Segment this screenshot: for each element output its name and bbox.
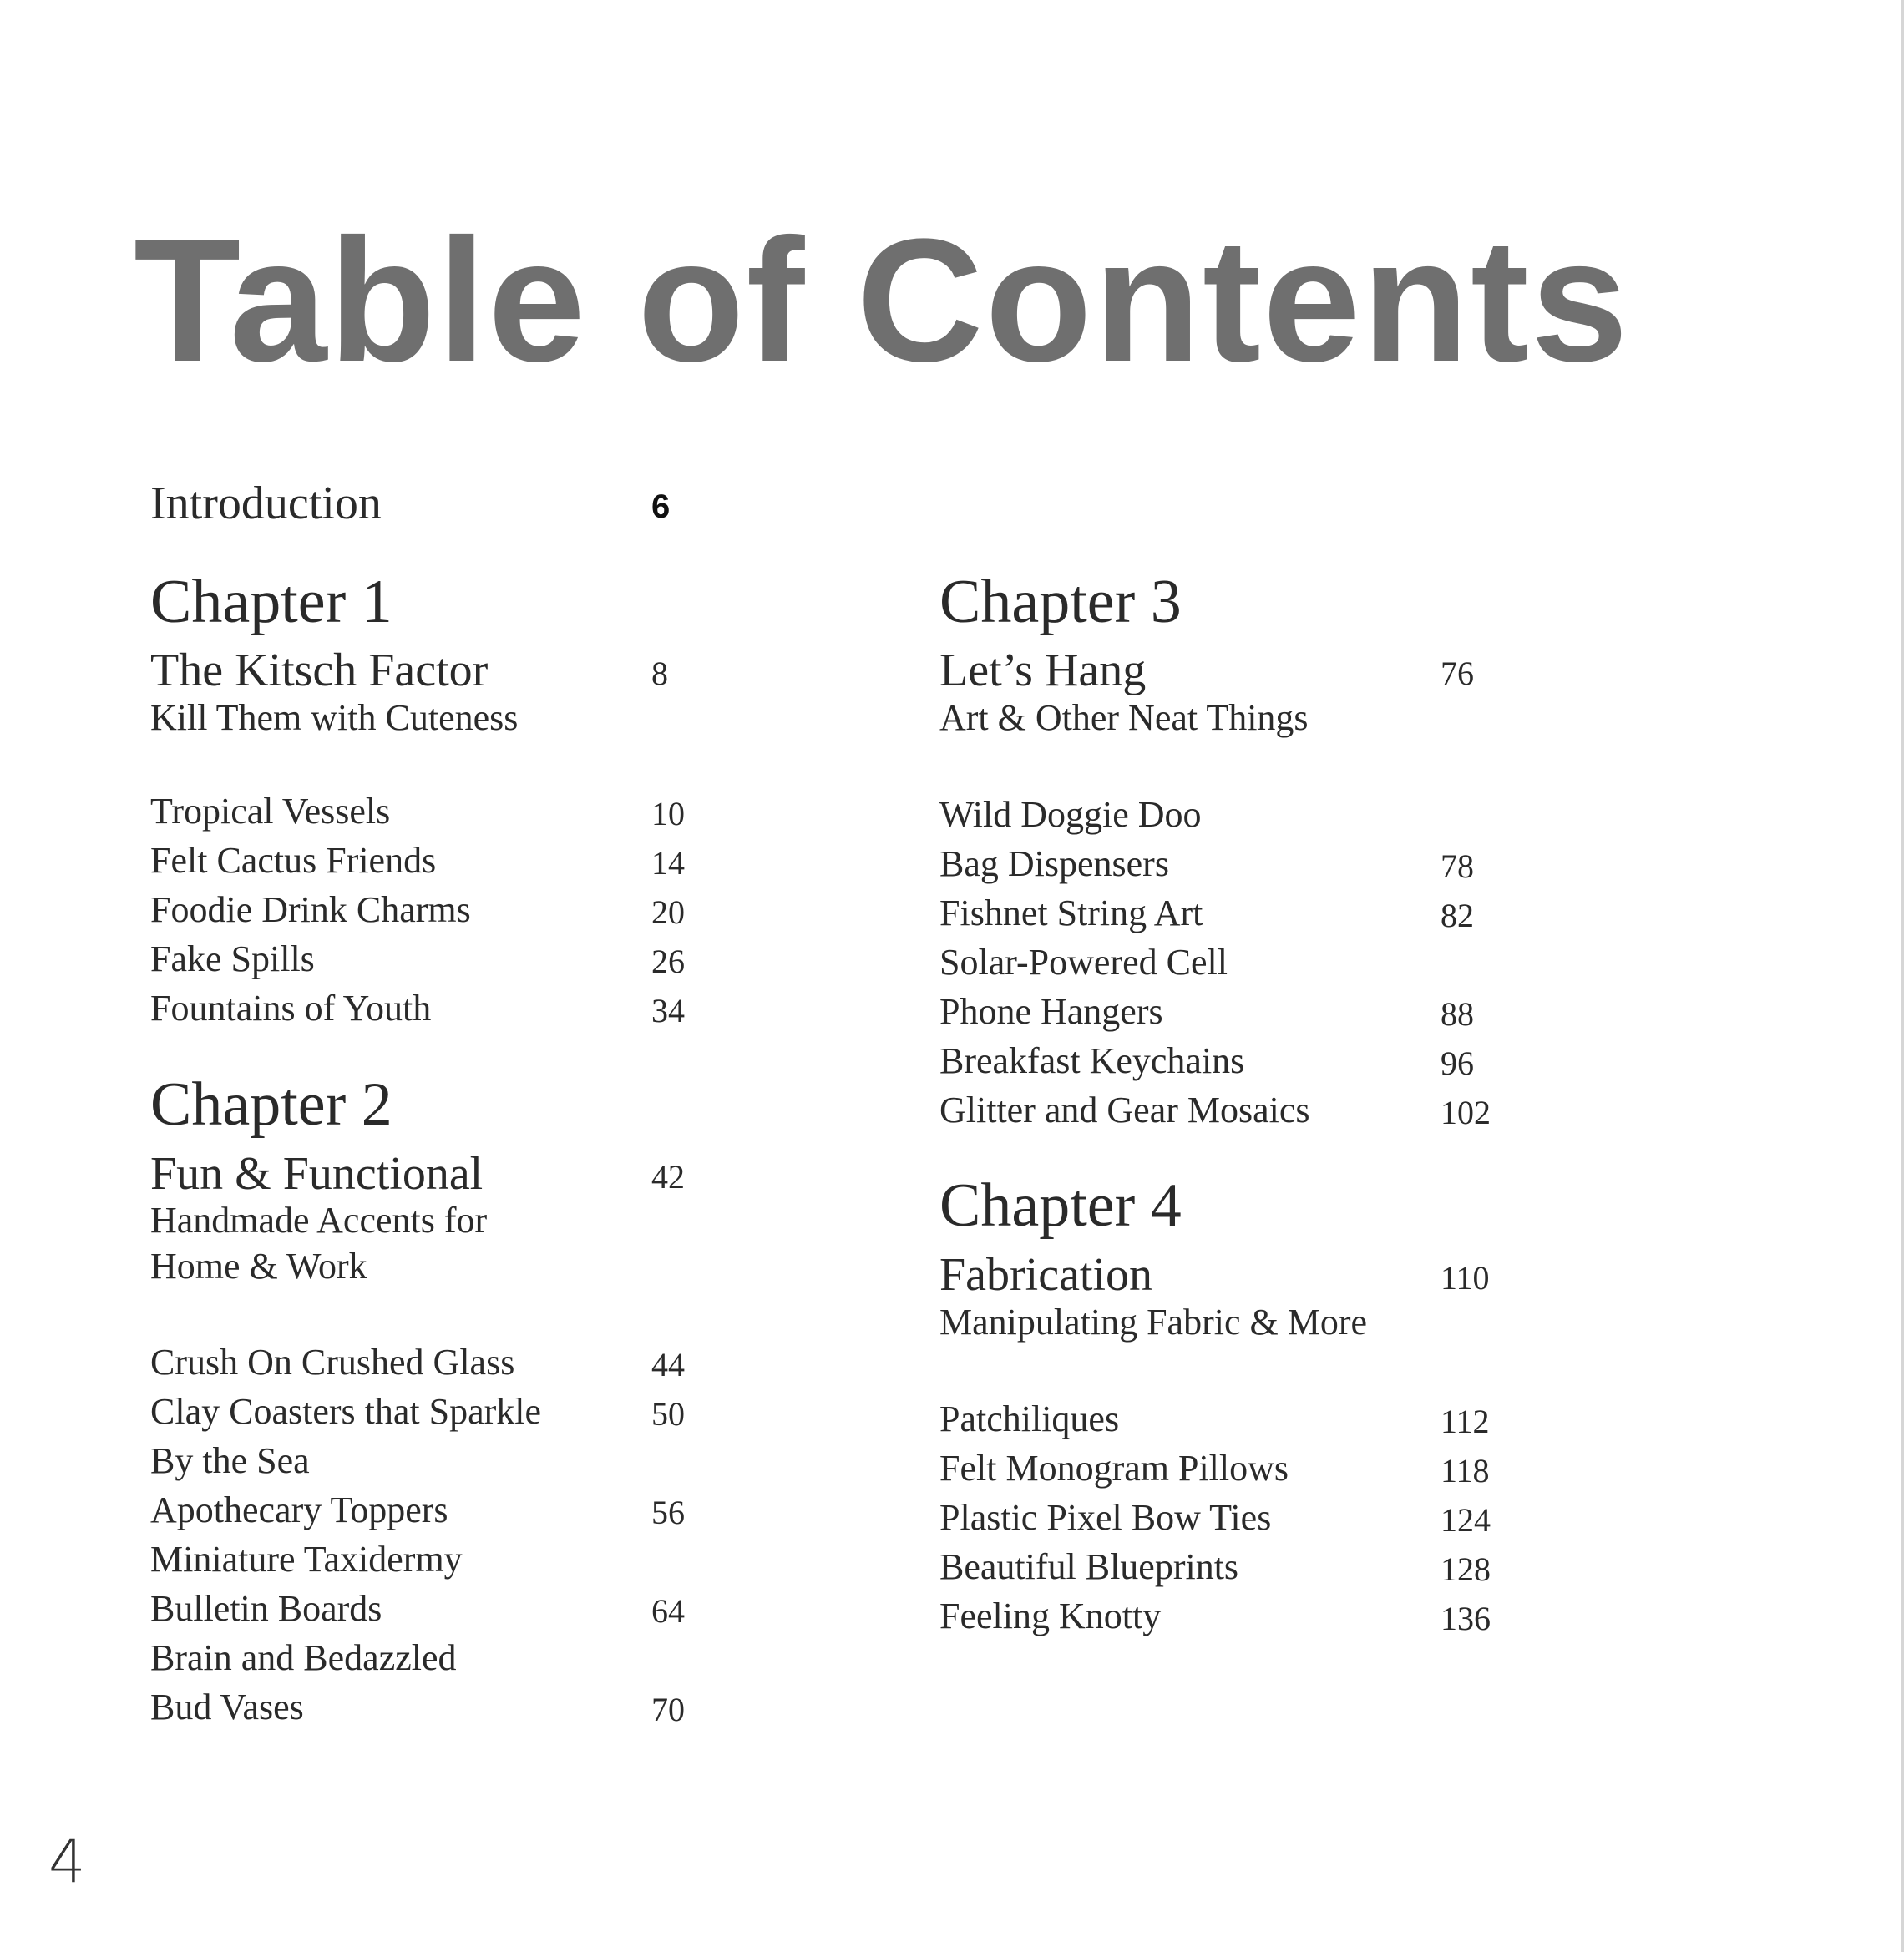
toc-item[interactable]: Brain and Bedazzled (150, 1637, 457, 1678)
chapter-3-page: 76 (1441, 655, 1474, 692)
toc-item[interactable]: Phone Hangers (939, 991, 1163, 1032)
toc-item-page: 118 (1441, 1452, 1490, 1489)
chapter-2-page: 42 (651, 1158, 685, 1196)
chapter-1-subtitle: Kill Them with Cuteness (150, 697, 519, 738)
toc-entry-introduction[interactable]: Introduction (150, 478, 382, 529)
chapter-3-label: Chapter 3 (939, 568, 1182, 636)
chapter-4-page: 110 (1441, 1259, 1490, 1297)
chapter-2-heading[interactable]: Fun & Functional (150, 1148, 484, 1200)
toc-item-page: 88 (1441, 995, 1474, 1033)
toc-item-page: 82 (1441, 897, 1474, 934)
toc-item[interactable]: Felt Cactus Friends (150, 840, 437, 881)
toc-item-page: 102 (1441, 1094, 1491, 1131)
toc-item[interactable]: Glitter and Gear Mosaics (939, 1090, 1310, 1130)
toc-item[interactable]: Feeling Knotty (939, 1595, 1162, 1636)
page-title: Table of Contents (134, 202, 1630, 398)
toc-item[interactable]: Solar-Powered Cell (939, 942, 1228, 983)
toc-item[interactable]: Plastic Pixel Bow Ties (939, 1497, 1272, 1538)
toc-item-page: 50 (651, 1395, 685, 1433)
toc-item[interactable]: Miniature Taxidermy (150, 1539, 463, 1580)
chapter-3-subtitle: Art & Other Neat Things (939, 697, 1309, 738)
toc-item-page: 10 (651, 795, 685, 832)
chapter-4-subtitle: Manipulating Fabric & More (939, 1302, 1368, 1343)
toc-item[interactable]: Wild Doggie Doo (939, 794, 1202, 835)
toc-item[interactable]: Felt Monogram Pillows (939, 1448, 1289, 1489)
toc-item-page: 124 (1441, 1501, 1491, 1539)
toc-item[interactable]: Clay Coasters that Sparkle (150, 1391, 542, 1432)
toc-item[interactable]: Fishnet String Art (939, 893, 1203, 933)
chapter-1-heading[interactable]: The Kitsch Factor (150, 645, 489, 696)
toc-item-page: 112 (1441, 1403, 1490, 1440)
chapter-2-subtitle: Handmade Accents for (150, 1200, 488, 1241)
chapter-1-label: Chapter 1 (150, 568, 392, 636)
page-number: 4 (48, 1828, 86, 1896)
toc-item[interactable]: Beautiful Blueprints (939, 1546, 1239, 1587)
toc-item-page: 56 (651, 1494, 685, 1531)
toc-page-introduction: 6 (651, 488, 671, 525)
toc-item-page: 96 (1441, 1044, 1474, 1082)
chapter-2-subtitle: Home & Work (150, 1246, 367, 1287)
chapter-4-label: Chapter 4 (939, 1171, 1182, 1240)
toc-item-page: 14 (651, 844, 685, 882)
toc-item[interactable]: By the Sea (150, 1440, 310, 1481)
toc-item-page: 20 (651, 893, 685, 931)
chapter-1-page: 8 (651, 655, 668, 692)
chapter-2-label: Chapter 2 (150, 1070, 392, 1139)
toc-item[interactable]: Fake Spills (150, 938, 315, 979)
toc-item[interactable]: Patchiliques (939, 1398, 1120, 1439)
toc-item-page: 78 (1441, 847, 1474, 885)
toc-item-page: 70 (651, 1691, 685, 1728)
chapter-3-heading[interactable]: Let’s Hang (939, 645, 1147, 696)
toc-item[interactable]: Bag Dispensers (939, 843, 1169, 884)
toc-item[interactable]: Fountains of Youth (150, 988, 432, 1029)
toc-item[interactable]: Tropical Vessels (150, 791, 391, 832)
toc-item-page: 136 (1441, 1600, 1491, 1637)
toc-item[interactable]: Breakfast Keychains (939, 1040, 1245, 1081)
toc-item-page: 34 (651, 992, 685, 1029)
toc-item[interactable]: Crush On Crushed Glass (150, 1342, 515, 1383)
toc-item[interactable]: Apothecary Toppers (150, 1489, 448, 1530)
toc-item[interactable]: Bud Vases (150, 1687, 304, 1727)
toc-item-page: 44 (651, 1346, 685, 1383)
toc-item-page: 128 (1441, 1550, 1491, 1588)
toc-item[interactable]: Foodie Drink Charms (150, 889, 471, 930)
toc-item[interactable]: Bulletin Boards (150, 1588, 382, 1629)
chapter-4-heading[interactable]: Fabrication (939, 1249, 1153, 1301)
toc-item-page: 26 (651, 943, 685, 980)
toc-item-page: 64 (651, 1592, 685, 1630)
